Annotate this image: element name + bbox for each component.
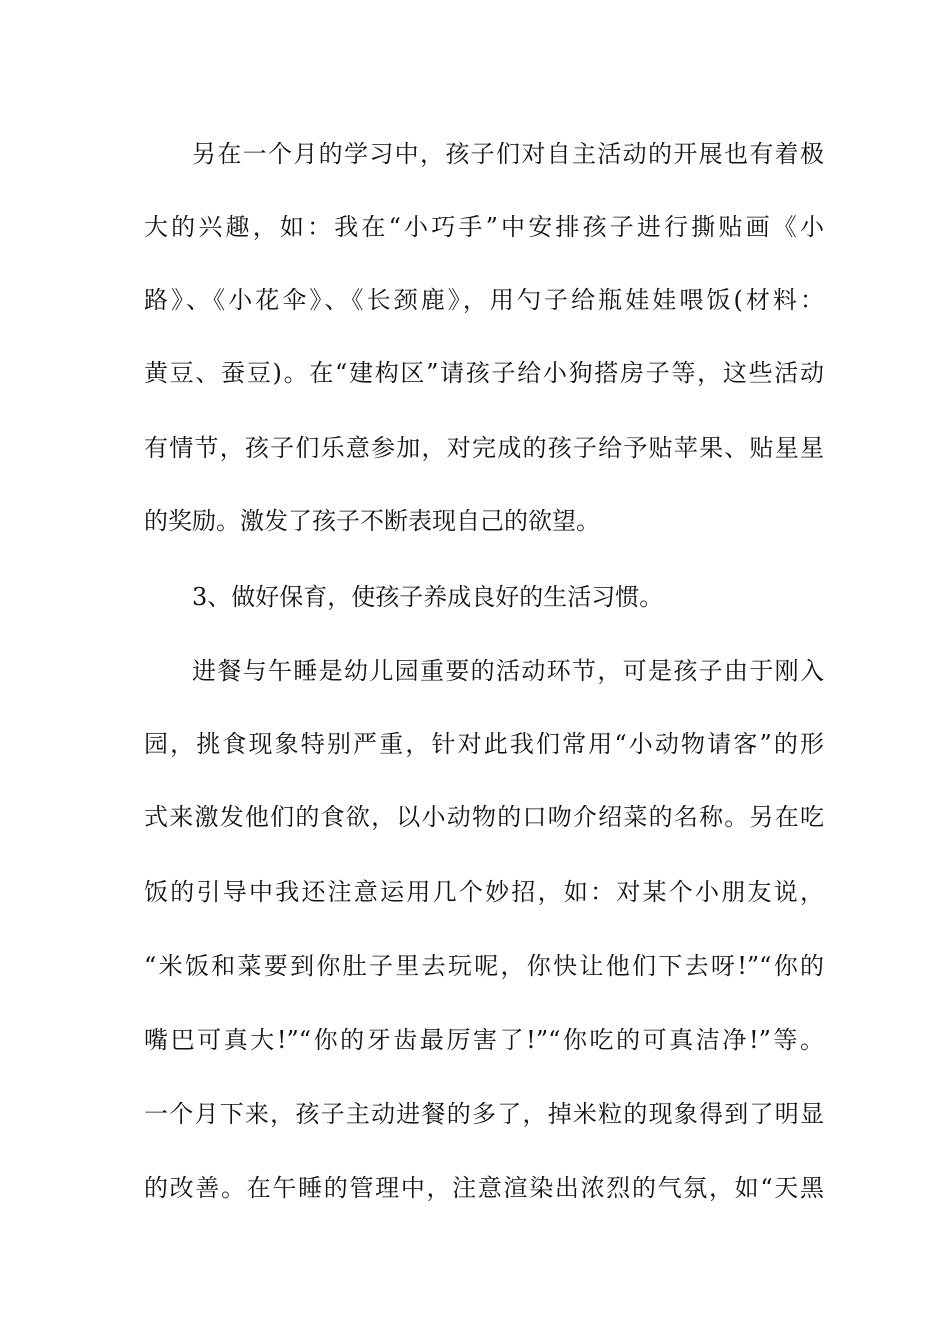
paragraph-line: 路》、《小花伞》、《长颈鹿》，用勺子给瓶娃娃喂饭(材料： <box>144 286 824 314</box>
paragraph-line: 园，挑食现象特别严重，针对此我们常用“小动物请客”的形 <box>144 730 824 758</box>
paragraph-line: 大的兴趣，如：我在“小巧手”中安排孩子进行撕贴画《小 <box>144 213 824 241</box>
paragraph-line: 饭的引导中我还注意运用几个妙招，如：对某个小朋友说， <box>144 878 824 906</box>
paragraph-line: 另在一个月的学习中，孩子们对自主活动的开展也有着极 <box>192 140 824 168</box>
paragraph-line: 嘴巴可真大!”“你的牙齿最厉害了!”“你吃的可真洁净!”等。 <box>144 1026 824 1054</box>
paragraph-line: 的奖励。激发了孩子不断表现自己的欲望。 <box>144 507 600 535</box>
paragraph-line: 式来激发他们的食欲，以小动物的口吻介绍菜的名称。另在吃 <box>144 803 824 831</box>
section-heading: 3、做好保育，使孩子养成良好的生活习惯。 <box>192 583 664 611</box>
paragraph-line: 一个月下来，孩子主动进餐的多了，掉米粒的现象得到了明显 <box>144 1100 824 1128</box>
paragraph-line: “米饭和菜要到你肚子里去玩呢，你快让他们下去呀!”“你的 <box>144 952 824 980</box>
paragraph-line: 黄豆、蚕豆)。在“建构区”请孩子给小狗搭房子等，这些活动 <box>144 359 824 387</box>
paragraph-line: 进餐与午睡是幼儿园重要的活动环节，可是孩子由于刚入 <box>192 657 824 685</box>
paragraph-line: 的改善。在午睡的管理中，注意渲染出浓烈的气氛，如“天黑 <box>144 1174 824 1202</box>
paragraph-line: 有情节，孩子们乐意参加，对完成的孩子给予贴苹果、贴星星 <box>144 434 824 462</box>
